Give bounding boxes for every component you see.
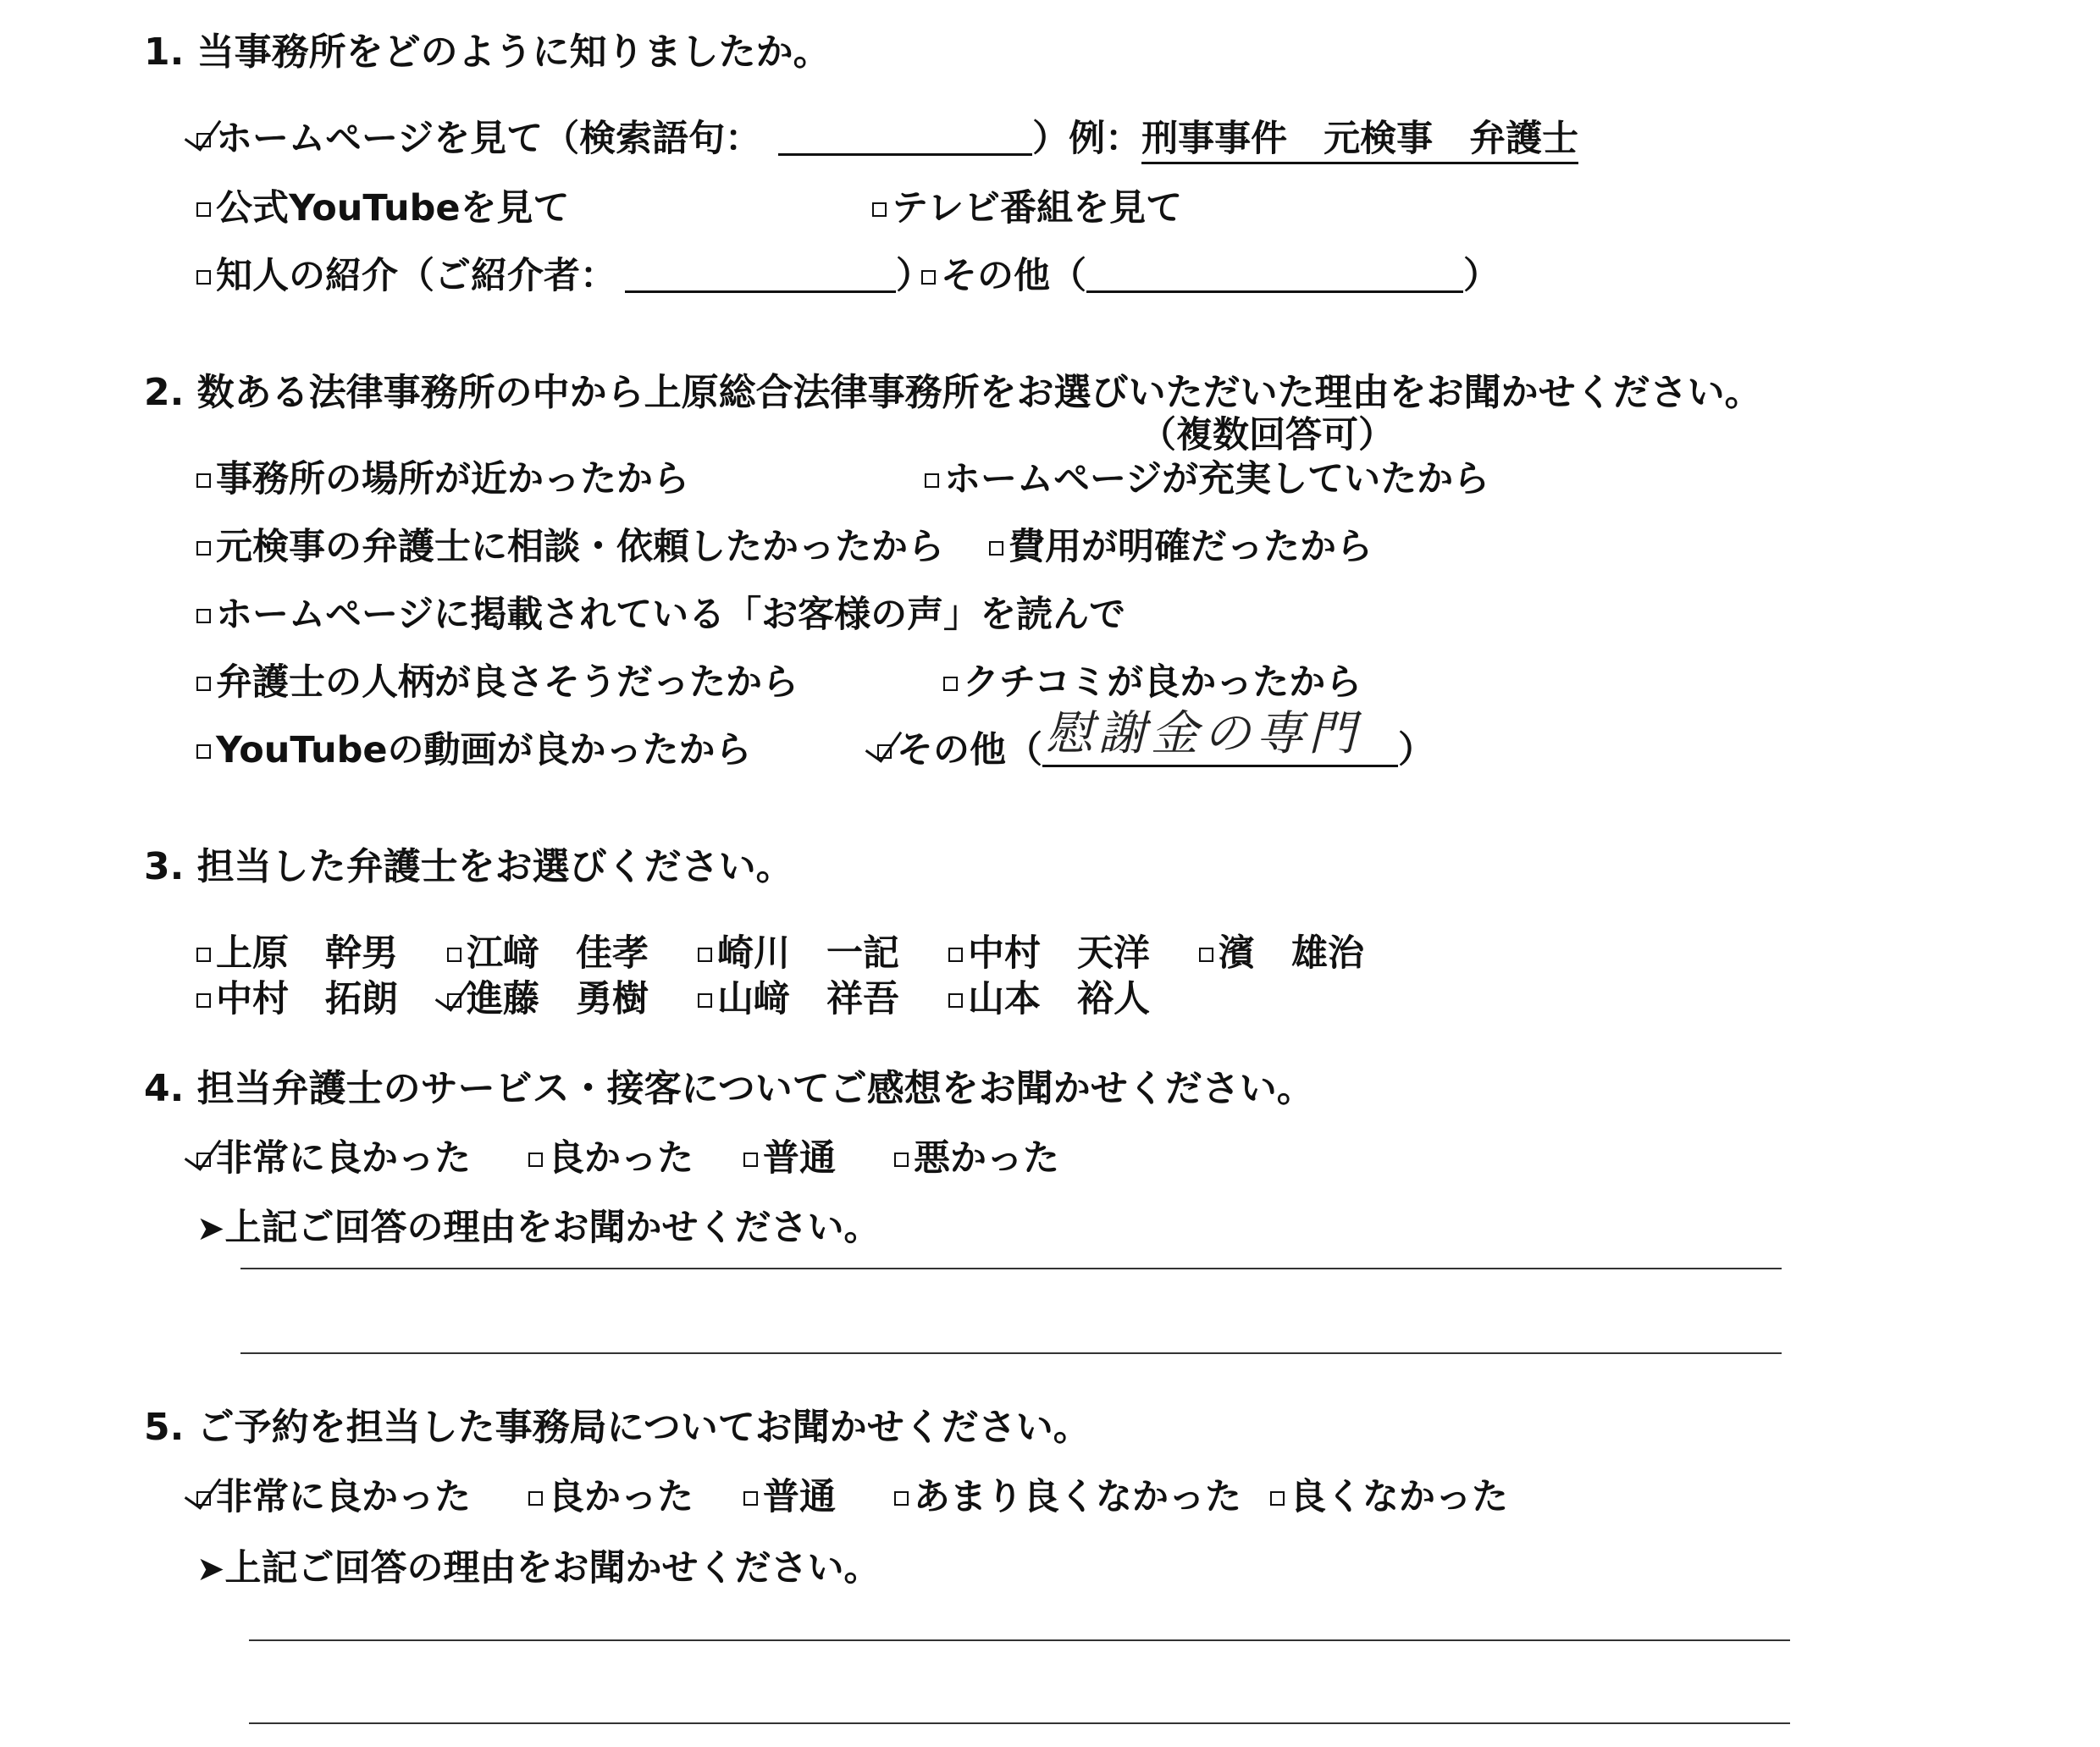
lawyer-option[interactable]: 中村 天洋 xyxy=(948,930,1150,977)
checkbox-icon[interactable] xyxy=(196,202,211,217)
lawyer-option[interactable]: 上原 幹男 xyxy=(196,930,398,977)
q2-option[interactable]: 費用が明確だったから xyxy=(989,523,1373,571)
checkbox-icon[interactable] xyxy=(1270,1491,1285,1506)
q5-title: 5. ご予約を担当した事務局についてお聞かせください。 xyxy=(144,1406,1091,1449)
q2-title: 2. 数ある法律事務所の中から上原総合法律事務所をお選びいただいた理由をお聞かせください。 xyxy=(144,371,1762,414)
checkbox-icon[interactable] xyxy=(872,202,887,217)
handwritten-answer: 慰謝金の専門 xyxy=(1046,706,1361,761)
q2-option[interactable]: ホームページに掲載されている「お客様の声」を読んで xyxy=(196,591,1125,639)
q5-option[interactable]: 非常に良かった xyxy=(196,1473,471,1521)
checked-checkbox-icon[interactable] xyxy=(196,133,211,147)
checkbox-icon[interactable] xyxy=(196,744,211,759)
checkbox-icon[interactable] xyxy=(196,948,211,962)
q1-title: 1. 当事務所をどのように知りましたか。 xyxy=(144,30,831,74)
checkbox-icon[interactable] xyxy=(921,270,936,285)
lawyer-option[interactable]: 濱 雄治 xyxy=(1199,930,1364,977)
checkbox-icon[interactable] xyxy=(925,473,939,488)
referrer-blank[interactable] xyxy=(625,258,896,293)
q3-title: 3. 担当した弁護士をお選びください。 xyxy=(144,845,793,888)
q4-option[interactable]: 非常に良かった xyxy=(196,1135,471,1182)
q5-option[interactable]: 良くなかった xyxy=(1270,1473,1508,1521)
answer-line[interactable] xyxy=(249,1639,1790,1641)
checkbox-icon[interactable] xyxy=(743,1491,758,1506)
checked-checkbox-icon[interactable] xyxy=(877,744,892,759)
lawyer-option[interactable]: 進藤 勇樹 xyxy=(447,976,649,1023)
checkbox-icon[interactable] xyxy=(196,270,211,285)
q4-title: 4. 担当弁護士のサービス・接客についてご感想をお聞かせください。 xyxy=(144,1067,1314,1110)
q4-reason-prompt: ➤上記ご回答の理由をお聞かせください。 xyxy=(196,1207,881,1249)
q1-referral-option[interactable]: 知人の紹介（ご紹介者： ） xyxy=(196,252,932,300)
checkbox-icon[interactable] xyxy=(698,993,712,1008)
lawyer-option[interactable]: 崎川 一記 xyxy=(698,930,899,977)
lawyer-option[interactable]: 江﨑 佳孝 xyxy=(447,930,649,977)
lawyer-option[interactable]: 山本 裕人 xyxy=(948,976,1150,1023)
q2-note: （複数回答可） xyxy=(1140,414,1395,456)
checkbox-icon[interactable] xyxy=(894,1153,909,1167)
arrow-icon: ➤ xyxy=(196,1550,225,1589)
checkbox-icon[interactable] xyxy=(196,609,211,623)
q2-option[interactable]: 事務所の場所が近かったから xyxy=(196,456,689,503)
q2-option[interactable]: YouTubeの動画が良かったから xyxy=(196,727,752,774)
q2-option[interactable]: 弁護士の人柄が良さそうだったから xyxy=(196,659,799,706)
q1-tv-option[interactable]: テレビ番組を見て xyxy=(872,185,1182,232)
checked-checkbox-icon[interactable] xyxy=(447,993,461,1008)
checkbox-icon[interactable] xyxy=(989,541,1003,556)
answer-line[interactable] xyxy=(240,1268,1782,1269)
q5-option[interactable]: 良かった xyxy=(528,1473,694,1521)
q1-other-option[interactable]: その他（ ） xyxy=(921,252,1500,300)
q5-option[interactable]: 普通 xyxy=(743,1473,836,1521)
checked-checkbox-icon[interactable] xyxy=(196,1491,211,1506)
checkbox-icon[interactable] xyxy=(1199,948,1213,962)
example-terms: 刑事事件 元検事 弁護士 xyxy=(1141,118,1578,164)
q2-option[interactable]: ホームページが充実していたから xyxy=(925,456,1489,503)
checkbox-icon[interactable] xyxy=(196,473,211,488)
checkbox-icon[interactable] xyxy=(743,1153,758,1167)
other-blank[interactable] xyxy=(1086,258,1463,293)
checkbox-icon[interactable] xyxy=(948,948,963,962)
checkbox-icon[interactable] xyxy=(943,677,958,691)
checkbox-icon[interactable] xyxy=(948,993,963,1008)
arrow-icon: ➤ xyxy=(196,1209,225,1248)
answer-line[interactable] xyxy=(249,1722,1790,1724)
q4-option[interactable]: 良かった xyxy=(528,1135,694,1182)
checkbox-icon[interactable] xyxy=(894,1491,909,1506)
checkbox-icon[interactable] xyxy=(196,993,211,1008)
q4-option[interactable]: 悪かった xyxy=(894,1135,1059,1182)
q5-reason-prompt: ➤上記ご回答の理由をお聞かせください。 xyxy=(196,1547,881,1589)
checked-checkbox-icon[interactable] xyxy=(196,1153,211,1167)
checkbox-icon[interactable] xyxy=(196,677,211,691)
answer-line[interactable] xyxy=(240,1352,1782,1354)
checkbox-icon[interactable] xyxy=(528,1491,543,1506)
checkbox-icon[interactable] xyxy=(447,948,461,962)
q2-option[interactable]: クチコミが良かったから xyxy=(943,659,1362,706)
q4-option[interactable]: 普通 xyxy=(743,1135,836,1182)
q2-other-option[interactable]: その他（ 慰謝金の専門 ） xyxy=(877,727,1434,774)
search-terms-blank[interactable] xyxy=(778,121,1032,156)
lawyer-option[interactable]: 中村 拓朗 xyxy=(196,976,398,1023)
q2-option[interactable]: 元検事の弁護士に相談・依頼したかったから xyxy=(196,523,944,571)
checkbox-icon[interactable] xyxy=(528,1153,543,1167)
q1-youtube-option[interactable]: 公式YouTubeを見て xyxy=(196,185,570,232)
checkbox-icon[interactable] xyxy=(698,948,712,962)
checkbox-icon[interactable] xyxy=(196,541,211,556)
lawyer-option[interactable]: 山﨑 祥吾 xyxy=(698,976,899,1023)
q5-option[interactable]: あまり良くなかった xyxy=(894,1473,1241,1521)
q1-homepage-option[interactable]: ホームページを見て（検索語句： ）例：刑事事件 元検事 弁護士 xyxy=(196,115,1578,163)
